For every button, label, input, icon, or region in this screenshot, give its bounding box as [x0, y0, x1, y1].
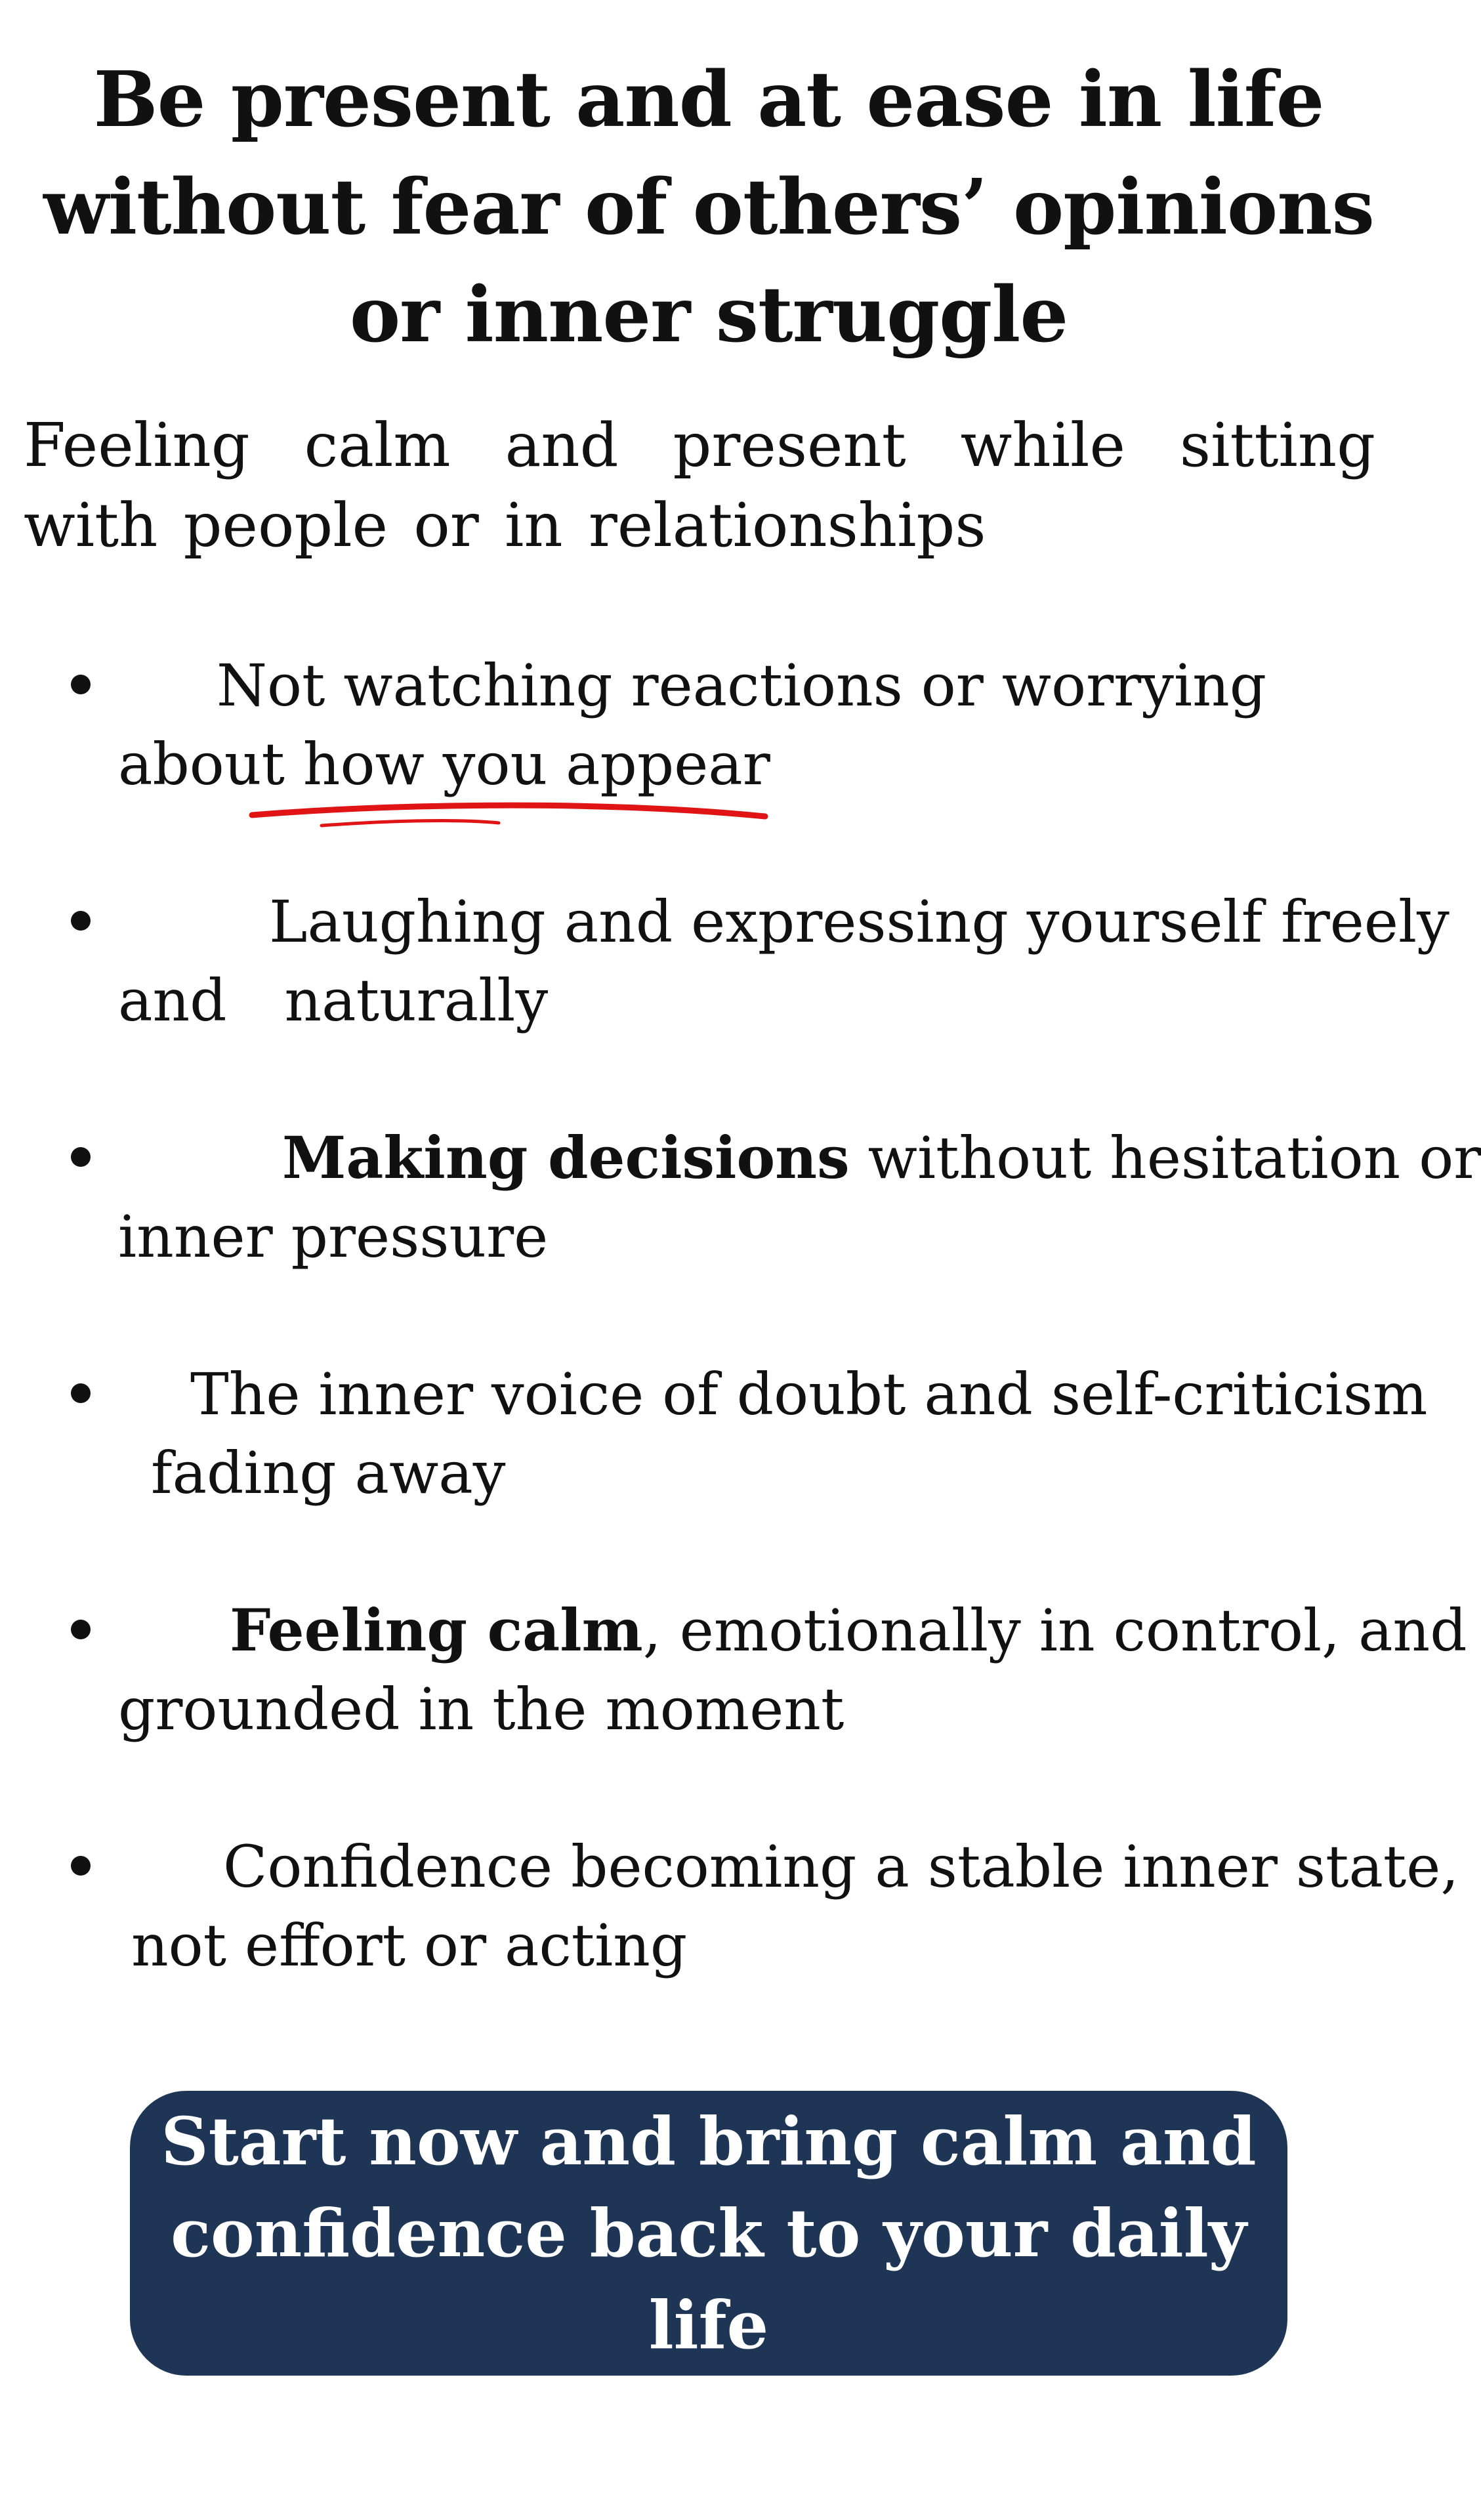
benefit-text: Laughing and expressing yourself freely — [269, 888, 1450, 956]
bullet-icon — [71, 1856, 91, 1876]
bullet-icon — [71, 675, 91, 694]
benefit-text: The inner voice of doubt and self-criticism — [190, 1360, 1428, 1428]
benefit-item — [0, 1354, 1428, 1591]
benefit-text-line2: not effort or acting — [131, 1912, 688, 1979]
page-headline: Be present and at ease in life without fear of others’ opinions or inner struggle — [43, 55, 1374, 360]
benefit-text: Confidence becoming a stable inner state, — [223, 1833, 1459, 1900]
benefit-text-line2: fading away — [151, 1439, 506, 1507]
benefit-text-line2: about how you appear — [118, 730, 770, 798]
benefit-text: , emotionally in control, and — [642, 1597, 1467, 1664]
benefit-item — [0, 1827, 1459, 2063]
benefit-item — [0, 1591, 1467, 1827]
benefit-item — [0, 646, 1417, 882]
benefit-text-line2: grounded in the moment — [118, 1675, 845, 1743]
benefit-list — [0, 646, 1481, 2063]
bullet-icon — [71, 911, 91, 931]
benefit-item — [0, 882, 1450, 1118]
benefit-item — [0, 1118, 1481, 1354]
start-now-button[interactable]: Start now and bring calm and confidence back to your daily life — [130, 2091, 1287, 2376]
benefit-bold: Feeling calm — [230, 1596, 643, 1664]
benefit-text: without hesitation or — [849, 1124, 1481, 1192]
highlight-underline — [249, 793, 768, 832]
bullet-icon — [71, 1620, 91, 1639]
underline-stroke-tail — [322, 821, 499, 826]
bullet-icon — [71, 1147, 91, 1167]
benefit-text: Not watching reactions or worrying — [217, 652, 1267, 719]
underline-stroke — [252, 805, 765, 816]
benefit-bold: Making decisions — [282, 1124, 850, 1192]
intro-text: Feeling calm and present while sitting with people or in relationships — [24, 410, 1375, 560]
benefit-text-line2: inner pressure — [118, 1203, 549, 1270]
benefit-text-line2: and naturally — [118, 967, 549, 1034]
bullet-icon — [71, 1383, 91, 1403]
